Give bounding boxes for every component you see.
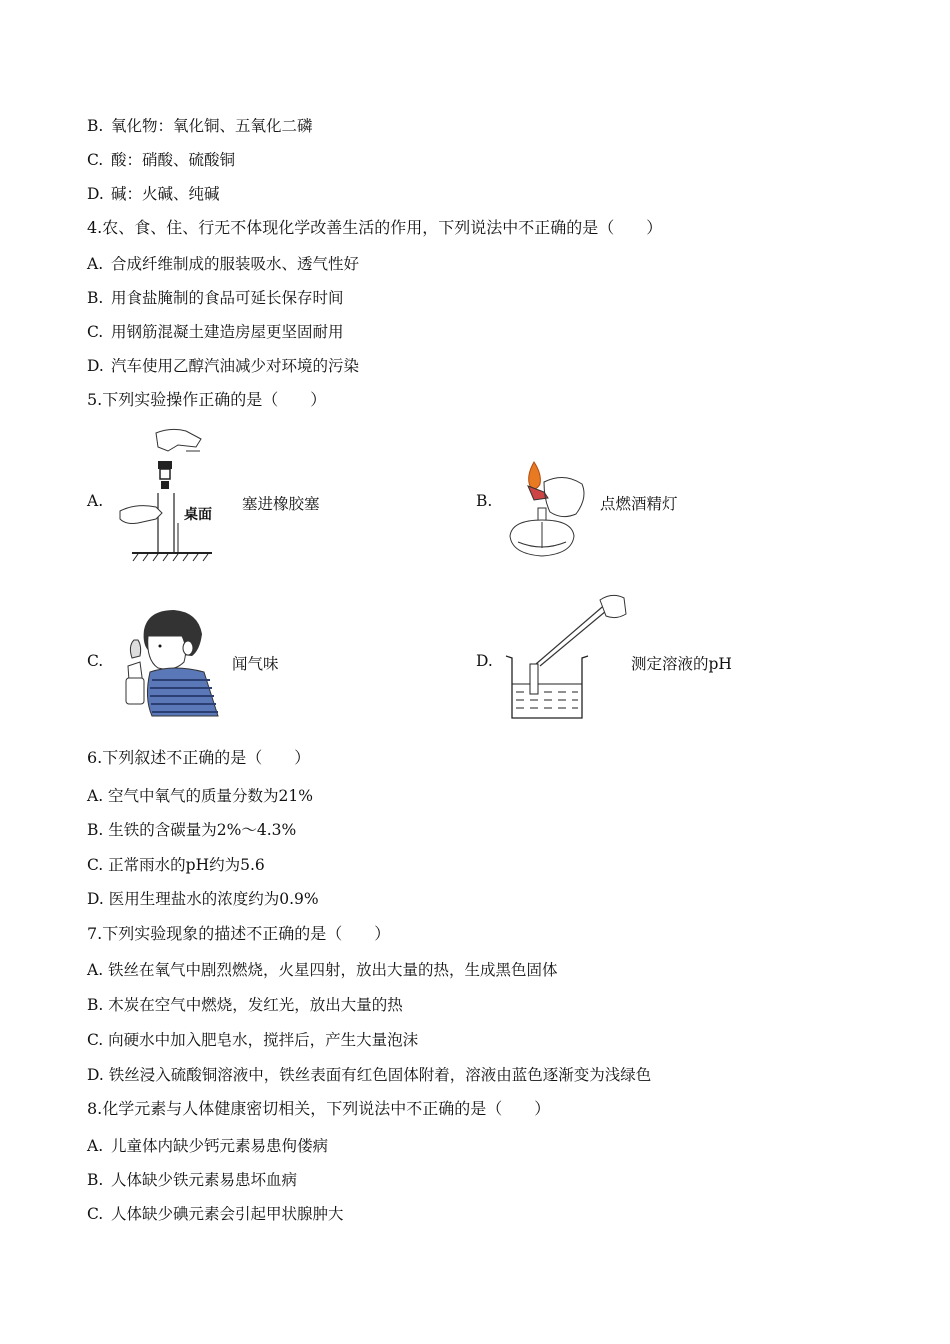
q5-option-d-letter: D. — [476, 652, 493, 670]
q7-option-a: A. 铁丝在氧气中剧烈燃烧，火星四射，放出大量的热，生成黑色固体 — [87, 961, 558, 979]
q6-stem: 6.下列叙述不正确的是（ ） — [87, 748, 311, 767]
q6-option-d: D. 医用生理盐水的浓度约为0.9% — [87, 890, 319, 908]
q8-option-a: A. 儿童体内缺少钙元素易患佝偻病 — [87, 1137, 329, 1155]
ph-test-figure — [500, 590, 634, 720]
q6-option-c: C. 正常雨水的pH约为5.6 — [87, 856, 265, 874]
desk-label: 桌面 — [184, 507, 212, 523]
q5-option-a-letter: A. — [87, 492, 104, 510]
q7-option-b: B. 木炭在空气中燃烧，发红光，放出大量的热 — [87, 996, 403, 1014]
q4-option-d: D. 汽车使用乙醇汽油减少对环境的污染 — [87, 357, 360, 375]
q5-option-d-caption: 测定溶液的pH — [631, 655, 732, 673]
q5-option-a-caption: 塞进橡胶塞 — [242, 495, 320, 513]
q8-stem: 8.化学元素与人体健康密切相关，下列说法中不正确的是（ ） — [87, 1099, 551, 1118]
q8-option-c: C. 人体缺少碘元素会引起甲状腺肿大 — [87, 1205, 344, 1223]
q7-option-d: D. 铁丝浸入硫酸铜溶液中，铁丝表面有红色固体附着，溶液由蓝色逐渐变为浅绿色 — [87, 1066, 652, 1084]
test-tube-stopper-figure — [116, 425, 224, 563]
smelling-boy-figure — [114, 606, 222, 718]
q4-option-a: A. 合成纤维制成的服装吸水、透气性好 — [87, 255, 360, 273]
q4-option-b: B. 用食盐腌制的食品可延长保存时间 — [87, 289, 344, 307]
q7-option-c: C. 向硬水中加入肥皂水，搅拌后，产生大量泡沫 — [87, 1031, 419, 1049]
q5-option-b-caption: 点燃酒精灯 — [600, 495, 678, 513]
q6-option-b: B. 生铁的含碳量为2%～4.3% — [87, 821, 297, 839]
q4-stem: 4.农、食、住、行无不体现化学改善生活的作用，下列说法中不正确的是（ ） — [87, 218, 663, 237]
q3-option-d: D. 碱：火碱、纯碱 — [87, 185, 220, 203]
q5-option-b-letter: B. — [476, 492, 493, 510]
q4-option-c: C. 用钢筋混凝土建造房屋更坚固耐用 — [87, 323, 344, 341]
alcohol-lamp-figure — [498, 458, 594, 564]
q8-option-b: B. 人体缺少铁元素易患坏血病 — [87, 1171, 298, 1189]
q7-stem: 7.下列实验现象的描述不正确的是（ ） — [87, 924, 391, 943]
q3-option-c: C. 酸：硝酸、硫酸铜 — [87, 151, 236, 169]
q5-option-c-letter: C. — [87, 652, 104, 670]
q6-option-a: A. 空气中氧气的质量分数为21% — [87, 787, 313, 805]
q5-stem: 5.下列实验操作正确的是（ ） — [87, 390, 327, 409]
q5-option-c-caption: 闻气味 — [232, 655, 279, 673]
q3-option-b: B. 氧化物：氧化铜、五氧化二磷 — [87, 117, 313, 135]
